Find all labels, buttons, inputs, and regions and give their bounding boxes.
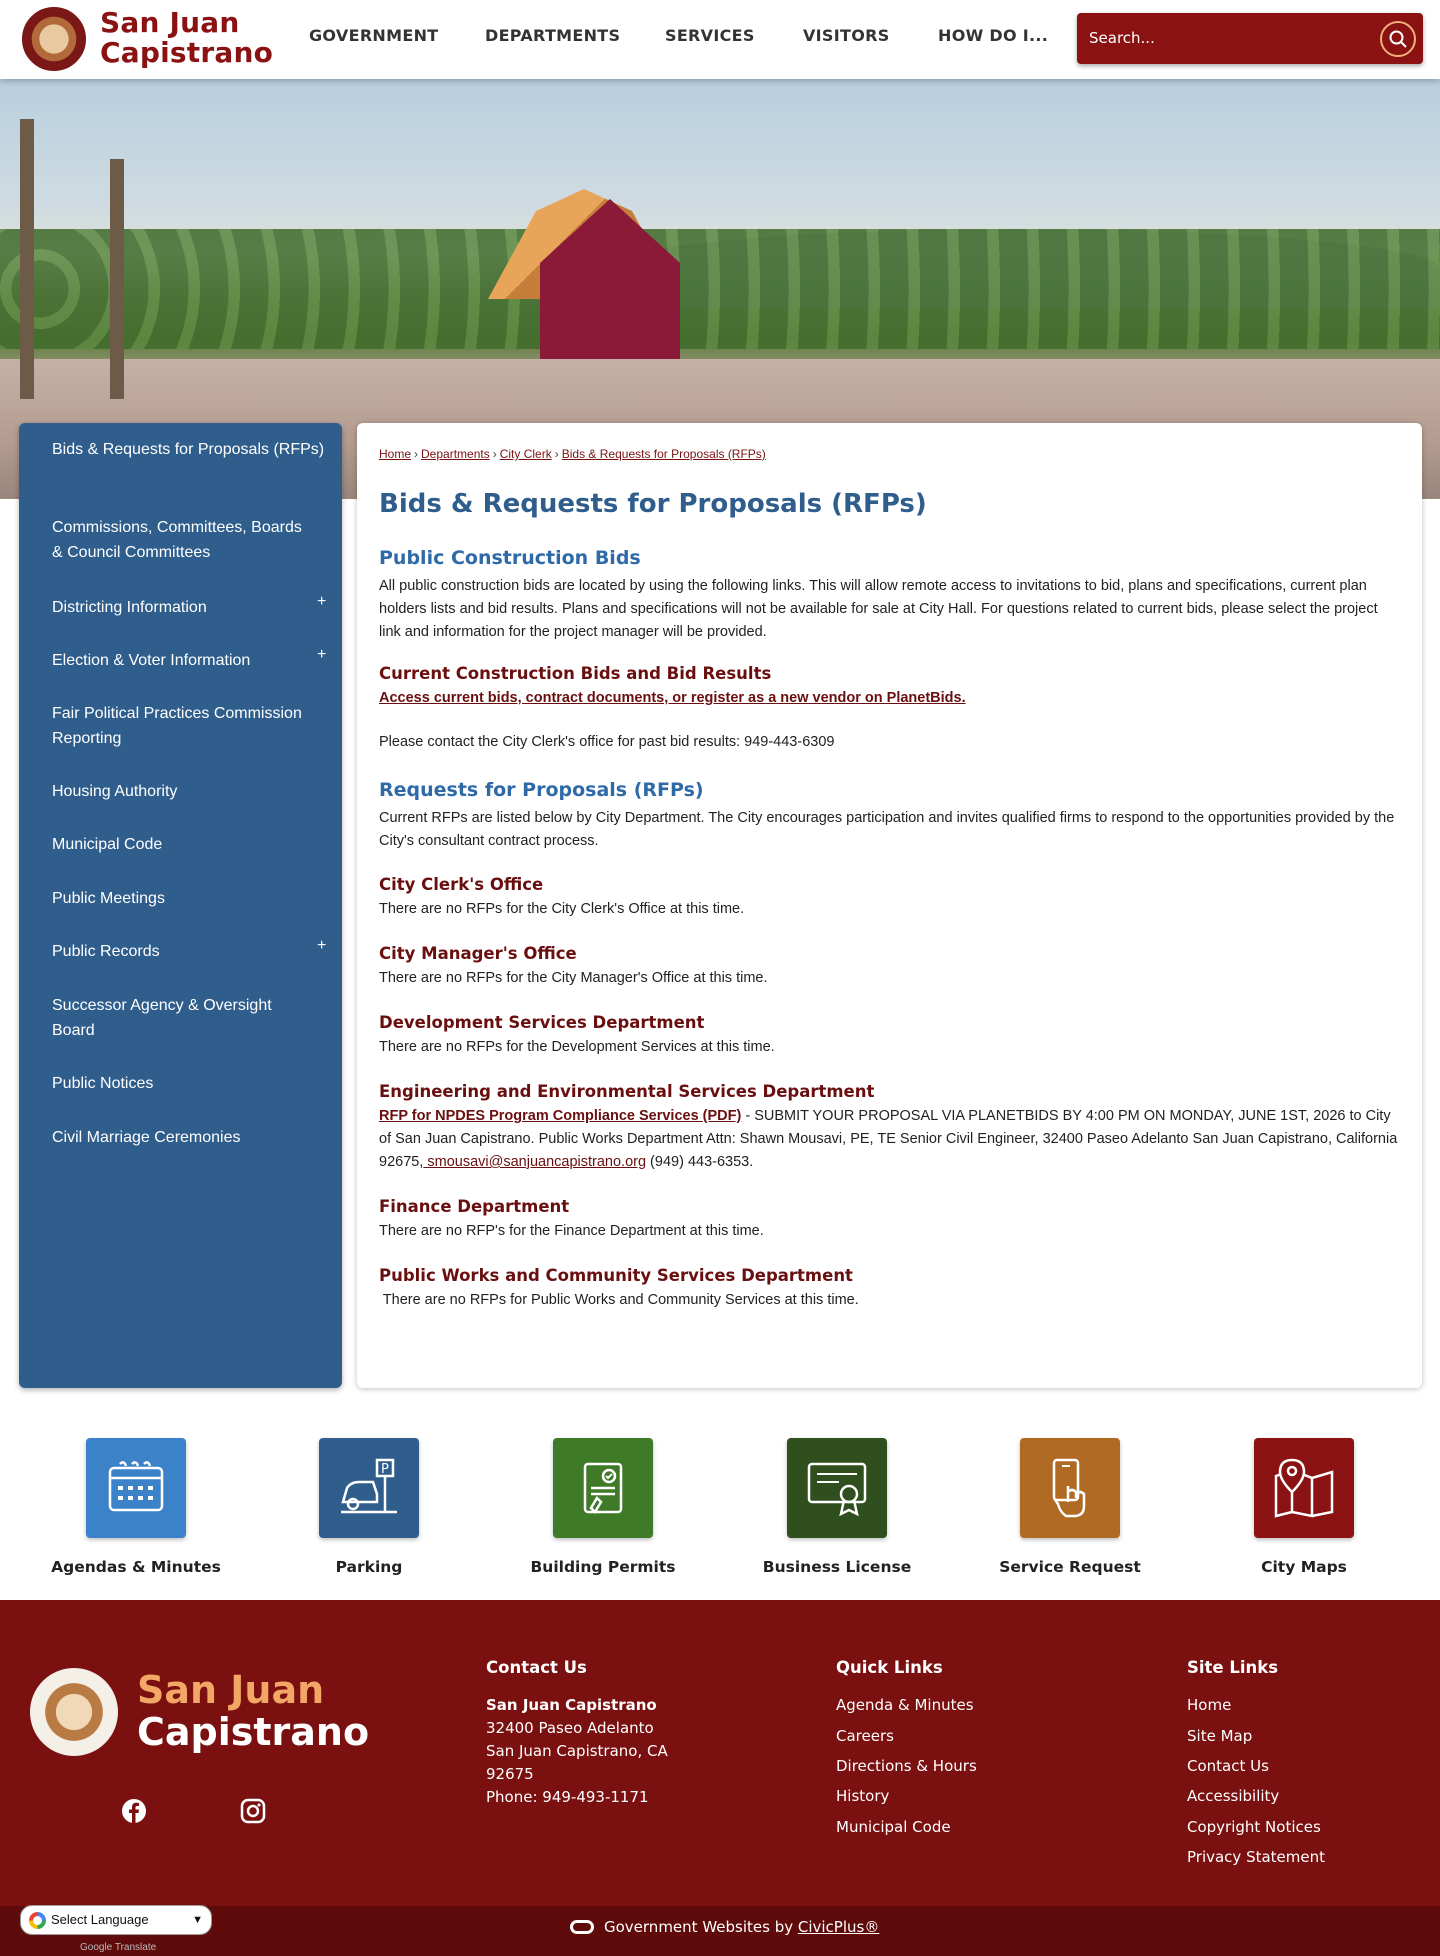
- site-header: [0, 0, 1440, 79]
- city-seal-logo[interactable]: [22, 7, 86, 71]
- search-box: [1077, 13, 1423, 64]
- footer-link-copyright[interactable]: Copyright Notices: [1187, 1818, 1321, 1836]
- nav-how-do-i[interactable]: HOW DO I...: [938, 26, 1049, 45]
- tile-building-permits[interactable]: [503, 1438, 703, 1583]
- svg-text:P: P: [381, 1462, 389, 1477]
- section-heading-construction: Public Construction Bids: [379, 547, 641, 569]
- email-link[interactable]: smousavi@sanjuancapistrano.org: [423, 1154, 647, 1170]
- dept-text-finance: There are no RFP's for the Finance Department at this time.: [379, 1223, 764, 1239]
- sidebar-item-public-meetings[interactable]: Public Meetings: [52, 890, 165, 907]
- expand-plus-icon[interactable]: +: [317, 593, 327, 610]
- chevron-down-icon: ▼: [192, 1914, 203, 1926]
- footer-contact-name: San Juan Capistrano: [486, 1696, 657, 1714]
- breadcrumb: Home › Departments › City Clerk › Bids & Requests for Proposals (RFPs): [379, 447, 766, 461]
- tile-city-maps[interactable]: [1204, 1438, 1404, 1583]
- sidebar-item-districting[interactable]: Districting Information: [52, 599, 207, 616]
- tile-label: City Maps: [1261, 1558, 1347, 1576]
- nav-services[interactable]: SERVICES: [665, 26, 755, 45]
- tile-label: Building Permits: [530, 1558, 676, 1576]
- rfps-description: Current RFPs are listed below by City Department. The City encourages participation and invites qualified firms to respond to the opportunities provided by the City's consultant contract process.: [379, 810, 1395, 849]
- tile-label: Business License: [762, 1558, 912, 1576]
- breadcrumb-home[interactable]: Home: [379, 447, 412, 461]
- sidebar-item-public-notices[interactable]: Public Notices: [52, 1075, 154, 1092]
- past-bids-contact: Please contact the City Clerk's office for past bid results: 949-443-6309: [379, 734, 835, 750]
- footer-address-2: San Juan Capistrano, CA: [486, 1742, 668, 1760]
- footer-link-directions[interactable]: Directions & Hours: [836, 1757, 977, 1775]
- sidebar-item-commissions[interactable]: Commissions, Committees, Boards & Council Committees: [52, 519, 302, 561]
- main-content: [357, 423, 1422, 1388]
- footer-link-home[interactable]: Home: [1187, 1696, 1232, 1714]
- footer-logo-line-1[interactable]: San Juan: [137, 1668, 325, 1712]
- page-title: Bids & Requests for Proposals (RFPs): [379, 489, 927, 519]
- sidebar-item-election[interactable]: Election & Voter Information: [52, 652, 251, 669]
- civicplus-icon: [570, 1920, 594, 1934]
- google-icon: [29, 1912, 46, 1929]
- npdes-rfp-pdf-link[interactable]: RFP for NPDES Program Compliance Services (PDF): [379, 1108, 742, 1124]
- dept-text-public-works: There are no RFPs for Public Works and Community Services at this time.: [379, 1292, 859, 1308]
- sidebar-item-successor-agency[interactable]: Successor Agency & Oversight Board: [52, 997, 272, 1039]
- quick-tiles: [0, 1438, 1440, 1588]
- sidebar-item-bids-rfps[interactable]: Bids & Requests for Proposals (RFPs): [19, 437, 342, 462]
- map-pin-icon: [1272, 1456, 1336, 1520]
- sidebar-nav: [19, 423, 342, 1388]
- dept-heading-city-manager: City Manager's Office: [379, 944, 577, 963]
- civicplus-credit: Government Websites by CivicPlus®: [570, 1918, 879, 1936]
- dept-text-city-clerk: There are no RFPs for the City Clerk's Office at this time.: [379, 901, 745, 917]
- footer-link-municipal-code[interactable]: Municipal Code: [836, 1818, 951, 1836]
- footer-address-1: 32400 Paseo Adelanto: [486, 1719, 654, 1737]
- search-button[interactable]: [1380, 21, 1416, 57]
- construction-description: All public construction bids are located by using the following links. This will allow remote access to invitations to bid, plans and specifications, current plan holders lists and bid results. Plans and specifications will not be available for sale at City Hall. For questions related to current bids, please select the project link and information for the project manager will be provided.: [379, 578, 1378, 640]
- sidebar-item-civil-marriage[interactable]: Civil Marriage Ceremonies: [52, 1129, 241, 1146]
- nav-visitors[interactable]: VISITORS: [803, 26, 890, 45]
- sidebar-item-public-records[interactable]: Public Records: [52, 943, 160, 960]
- dept-heading-engineering: Engineering and Environmental Services Department: [379, 1082, 875, 1101]
- dept-text-engineering: RFP for NPDES Program Compliance Services (PDF) - SUBMIT YOUR PROPOSAL VIA PLANETBIDS BY 4:00 PM ON MONDAY, JUNE 1ST, 2026 to City of San Juan Capistrano. Public Works Department Attn: Shawn Mousavi, PE, TE Senior Civil Engineer, 32400 Paseo Adelanto San Juan Capistrano, California 92675, smousavi@sanjuancapistrano.org (949) 443-6353.: [379, 1108, 1398, 1170]
- footer-site-links-heading: Site Links: [1187, 1658, 1279, 1677]
- tile-parking[interactable]: [269, 1438, 469, 1583]
- footer-link-site-map[interactable]: Site Map: [1187, 1727, 1253, 1745]
- breadcrumb-city-clerk[interactable]: City Clerk: [499, 447, 552, 461]
- tile-agendas-minutes[interactable]: [36, 1438, 236, 1583]
- tile-business-license[interactable]: [737, 1438, 937, 1583]
- planetbids-link[interactable]: Access current bids, contract documents, or register as a new vendor on PlanetBids.: [379, 690, 966, 706]
- nav-government[interactable]: GOVERNMENT: [309, 26, 439, 45]
- parking-icon: [337, 1456, 401, 1520]
- footer-link-history[interactable]: History: [836, 1787, 890, 1805]
- dept-heading-city-clerk: City Clerk's Office: [379, 875, 544, 894]
- site-footer: [0, 1600, 1440, 1906]
- footer-logo-line-2[interactable]: Capistrano: [137, 1710, 370, 1754]
- footer-zip: 92675: [486, 1765, 534, 1783]
- breadcrumb-current[interactable]: Bids & Requests for Proposals (RFPs): [561, 447, 766, 461]
- dept-heading-public-works: Public Works and Community Services Department: [379, 1266, 853, 1285]
- tile-service-request[interactable]: [970, 1438, 1170, 1583]
- expand-plus-icon[interactable]: +: [317, 646, 327, 663]
- logo-line-2: Capistrano: [100, 36, 274, 69]
- footer-link-privacy[interactable]: Privacy Statement: [1187, 1848, 1326, 1866]
- facebook-icon[interactable]: [121, 1798, 147, 1824]
- current-bids-heading: Current Construction Bids and Bid Results: [379, 664, 772, 683]
- sidebar-item-municipal-code[interactable]: Municipal Code: [52, 836, 163, 853]
- breadcrumb-departments[interactable]: Departments: [421, 447, 490, 461]
- sidebar-item-fair-political[interactable]: Fair Political Practices Commission Reporting: [52, 705, 302, 747]
- footer-link-contact-us[interactable]: Contact Us: [1187, 1757, 1269, 1775]
- phone-hand-icon: [1038, 1456, 1102, 1520]
- dept-text-development: There are no RFPs for the Development Services at this time.: [379, 1039, 775, 1055]
- tile-label: Parking: [335, 1558, 403, 1576]
- language-select[interactable]: Select Language ▼: [20, 1905, 212, 1935]
- footer-quick-links-heading: Quick Links: [836, 1658, 943, 1677]
- expand-plus-icon[interactable]: +: [317, 937, 327, 954]
- dept-heading-development: Development Services Department: [379, 1013, 705, 1032]
- instagram-icon[interactable]: [240, 1798, 266, 1824]
- search-input[interactable]: [1089, 23, 1359, 53]
- calendar-icon: [104, 1456, 168, 1520]
- section-heading-rfps: Requests for Proposals (RFPs): [379, 779, 704, 801]
- sidebar-item-housing[interactable]: Housing Authority: [52, 783, 178, 800]
- nav-departments[interactable]: DEPARTMENTS: [485, 26, 621, 45]
- footer-contact-heading: Contact Us: [486, 1658, 587, 1677]
- civicplus-link[interactable]: CivicPlus®: [797, 1918, 880, 1936]
- logo-line-1: San Juan: [100, 6, 240, 39]
- powered-by-google: Google Translate: [80, 1942, 157, 1953]
- search-icon: [1389, 30, 1407, 48]
- footer-link-agenda-minutes[interactable]: Agenda & Minutes: [836, 1696, 974, 1714]
- certificate-icon: [805, 1456, 869, 1520]
- footer-link-accessibility[interactable]: Accessibility: [1187, 1787, 1280, 1805]
- footer-city-seal[interactable]: [30, 1668, 118, 1756]
- tile-label: Agendas & Minutes: [51, 1558, 221, 1576]
- site-logo-text[interactable]: [100, 8, 273, 68]
- footer-phone: Phone: 949-493-1171: [486, 1788, 649, 1806]
- footer-link-careers[interactable]: Careers: [836, 1727, 894, 1745]
- dept-heading-finance: Finance Department: [379, 1197, 570, 1216]
- permit-icon: [571, 1456, 635, 1520]
- tile-label: Service Request: [999, 1558, 1141, 1576]
- dept-text-city-manager: There are no RFPs for the City Manager's Office at this time.: [379, 970, 768, 986]
